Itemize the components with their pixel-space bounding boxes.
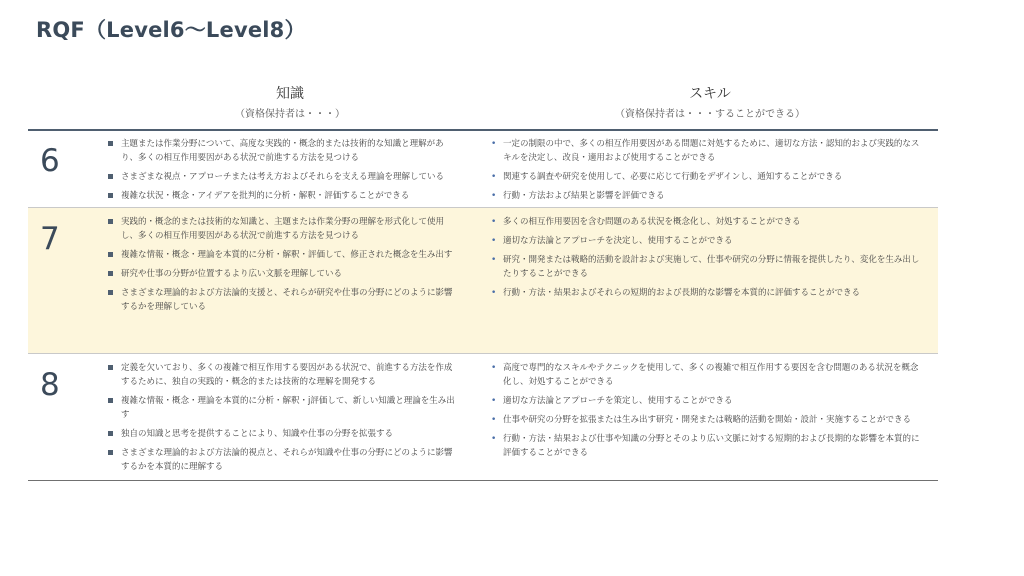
skill-item <box>490 394 920 408</box>
knowledge-item <box>108 361 458 389</box>
dot-bullet-icon: • <box>491 415 497 425</box>
skill-text: 高度で専門的なスキルやテクニックを使用して、多くの複雑で相互作用する要因を含む問題のある状況を概念化し、対処することができる <box>503 363 919 387</box>
knowledge-text: 実践的・概念的または技術的な知識と、主題または作業分野の理解を形式化して使用し、多くの相互作用要因がある状況で前進する方法を見つける <box>121 217 445 241</box>
knowledge-text: 複雑な情報・概念・理論を本質的に分析・解釈・評価して、修正された概念を生み出す <box>121 250 453 260</box>
knowledge-item <box>108 170 458 184</box>
skill-text: 行動・方法および結果と影響を評価できる <box>503 191 665 201</box>
dot-bullet-icon: • <box>491 396 497 406</box>
knowledge-item <box>108 248 458 262</box>
skill-text: 適切な方法論とアプローチを策定し、使用することができる <box>503 396 733 406</box>
square-bullet-icon <box>108 141 113 146</box>
knowledge-text: 独自の知識と思考を提供することにより、知識や仕事の分野を拡張する <box>121 429 394 439</box>
skill-column-header <box>545 85 875 122</box>
skill-header-sub: （資格保持者は・・・することができる） <box>615 109 805 120</box>
skill-item <box>490 413 920 427</box>
knowledge-list <box>108 215 458 319</box>
level-number: 8 <box>40 367 60 403</box>
dot-bullet-icon: • <box>491 172 497 182</box>
skill-text: 行動・方法・結果および仕事や知識の分野とそのより広い文脈に対する短期的および長期的な影響を本質的に評価することができる <box>503 434 920 458</box>
knowledge-item <box>108 215 458 243</box>
knowledge-text: 定義を欠いており、多くの複雑で相互作用する要因がある状況で、前進する方法を作成するために、独自の実践的・概念的または技術的な理解を開発する <box>121 363 453 387</box>
dot-bullet-icon: • <box>491 236 497 246</box>
skill-item <box>490 137 920 165</box>
square-bullet-icon <box>108 450 113 455</box>
square-bullet-icon <box>108 290 113 295</box>
dot-bullet-icon: • <box>491 288 497 298</box>
knowledge-list <box>108 361 458 479</box>
skill-item <box>490 361 920 389</box>
dot-bullet-icon: • <box>491 363 497 373</box>
skill-text: 関連する調査や研究を使用して、必要に応じて行動をデザインし、通知することができる <box>503 172 843 182</box>
square-bullet-icon <box>108 174 113 179</box>
knowledge-column-header <box>125 85 455 122</box>
dot-bullet-icon: • <box>491 139 497 149</box>
knowledge-header-sub: （資格保持者は・・・） <box>235 109 345 120</box>
skill-text: 一定の制限の中で、多くの相互作用要因がある問題に対処するために、適切な方法・認知的および実践的なスキルを決定し、改良・適用および使用することができる <box>503 139 920 163</box>
skill-item <box>490 215 920 229</box>
knowledge-item <box>108 267 458 281</box>
knowledge-text: さまざまな視点・アプローチまたは考え方およびそれらを支える理論を理解している <box>121 172 445 182</box>
square-bullet-icon <box>108 365 113 370</box>
skill-item <box>490 170 920 184</box>
dot-bullet-icon: • <box>491 217 497 227</box>
level-row-7 <box>28 207 938 354</box>
skill-item <box>490 432 920 460</box>
knowledge-item <box>108 427 458 441</box>
knowledge-text: 複雑な状況・概念・アイデアを批判的に分析・解釈・評価することができる <box>121 191 410 201</box>
skill-text: 研究・開発または戦略的活動を設計および実施して、仕事や研究の分野に情報を提供したり、変化を生み出したりすることができる <box>503 255 920 279</box>
skill-item <box>490 189 920 203</box>
skill-item <box>490 253 920 281</box>
skill-item <box>490 286 920 300</box>
skill-text: 仕事や研究の分野を拡張または生み出す研究・開発または戦略的活動を開始・設計・実施することができる <box>503 415 912 425</box>
skill-list <box>490 361 920 465</box>
square-bullet-icon <box>108 193 113 198</box>
dot-bullet-icon: • <box>491 191 497 201</box>
skill-text: 多くの相互作用要因を含む問題のある状況を概念化し、対処することができる <box>503 217 801 227</box>
square-bullet-icon <box>108 219 113 224</box>
square-bullet-icon <box>108 252 113 257</box>
skill-text: 行動・方法・結果およびそれらの短期的および長期的な影響を本質的に評価することができる <box>503 288 861 298</box>
knowledge-header-label: 知識 <box>276 86 304 102</box>
level-row-8 <box>28 354 938 481</box>
square-bullet-icon <box>108 271 113 276</box>
square-bullet-icon <box>108 431 113 436</box>
knowledge-item <box>108 286 458 314</box>
skill-list <box>490 137 920 208</box>
square-bullet-icon <box>108 398 113 403</box>
knowledge-text: 複雑な情報・概念・理論を本質的に分析・解釈・j評価して、新しい知識と理論を生み出す <box>121 396 455 420</box>
level-number: 7 <box>40 221 60 257</box>
dot-bullet-icon: • <box>491 434 497 444</box>
knowledge-item <box>108 137 458 165</box>
knowledge-item <box>108 189 458 203</box>
skill-list <box>490 215 920 305</box>
knowledge-list <box>108 137 458 208</box>
knowledge-text: さまざまな理論的および方法論的視点と、それらが知識や仕事の分野にどのように影響するかを本質的に理解する <box>121 448 453 472</box>
knowledge-text: 主題または作業分野について、高度な実践的・概念的または技術的な知識と理解があり、多くの相互作用要因がある状況で前進する方法を見つける <box>121 139 444 163</box>
level-number: 6 <box>40 143 60 179</box>
skill-item <box>490 234 920 248</box>
level-row-6 <box>28 131 938 207</box>
dot-bullet-icon: • <box>491 255 497 265</box>
skill-header-label: スキル <box>689 86 731 102</box>
knowledge-item <box>108 394 458 422</box>
knowledge-text: さまざまな理論的および方法論的支援と、それらが研究や仕事の分野にどのように影響するかを理解している <box>121 288 453 312</box>
knowledge-text: 研究や仕事の分野が位置するより広い文脈を理解している <box>121 269 343 279</box>
page-title: RQF（Level6～Level8） <box>36 18 306 42</box>
knowledge-item <box>108 446 458 474</box>
skill-text: 適切な方法論とアプローチを決定し、使用することができる <box>503 236 733 246</box>
